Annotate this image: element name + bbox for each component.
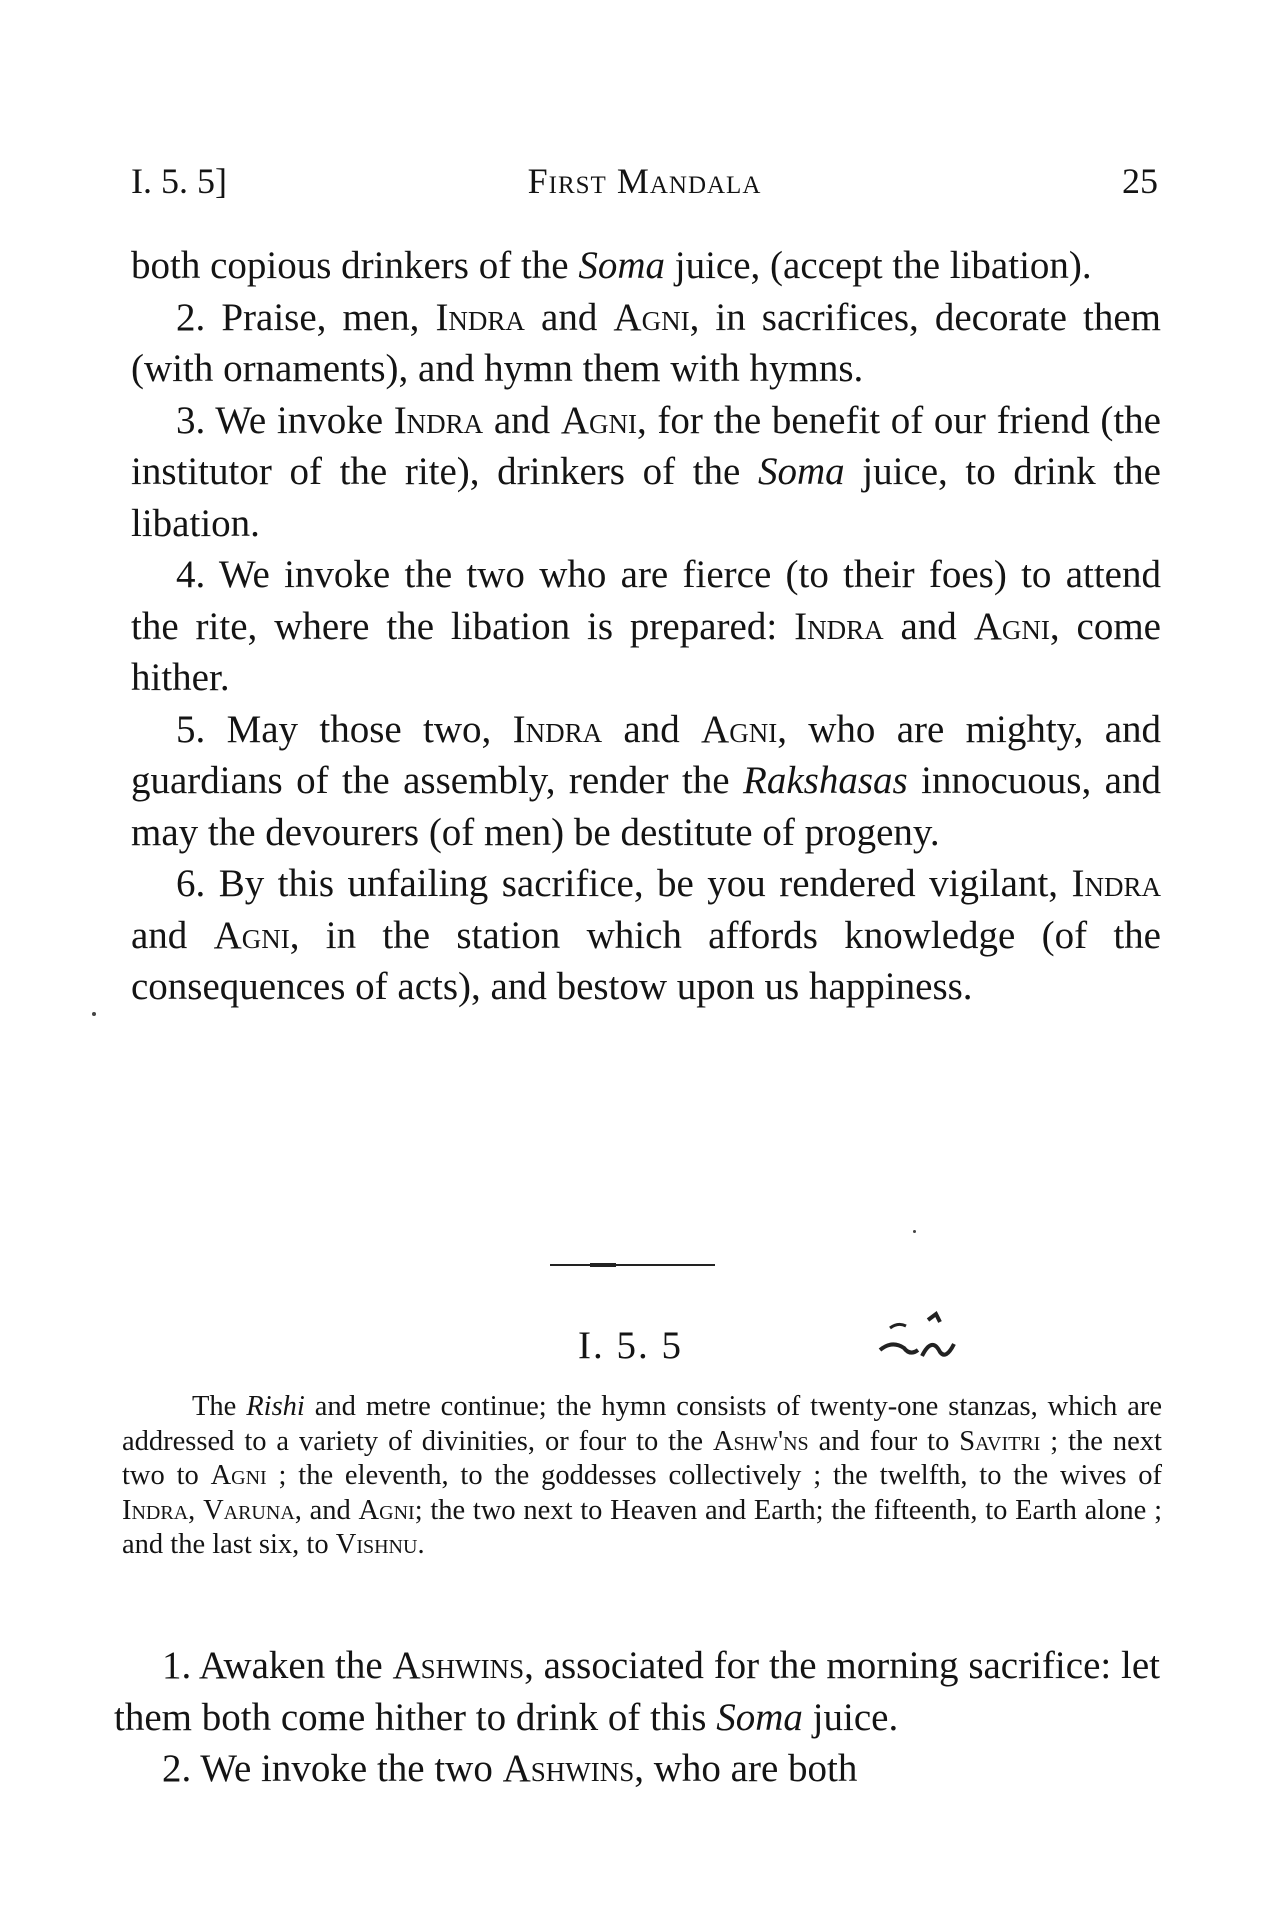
introduction-paragraph (122, 1390, 1162, 1563)
deity-name: Agni (701, 707, 778, 751)
text-run: both copious drinkers of the (131, 244, 579, 287)
text-run: , in sacrifices, decorate them (with ornaments), and hymn them with hymns. (131, 295, 1161, 390)
deity-name: Agni (213, 913, 290, 957)
deity-name: Indra (794, 604, 884, 648)
deity-name: Vishnu (335, 1529, 418, 1560)
text-run: and four to (808, 1425, 960, 1457)
hymn-introduction (122, 1390, 1162, 1563)
text-run: 6. By this unfailing sacrifice, be you rendered vigilant, (176, 862, 1072, 905)
text-run: juice, to drink the libation. (131, 450, 1161, 545)
deity-name: Ashwins (502, 1747, 635, 1790)
deity-name: Ashw'ns (712, 1425, 809, 1457)
text-run: , associated for the morning sacrifice: let them both come hither to drink of this (114, 1644, 1160, 1739)
deity-name: Indra (393, 398, 484, 442)
text-run: 2. We invoke the two (162, 1747, 503, 1790)
page-number: 25 (1122, 161, 1158, 201)
text-run: and metre continue; the hymn consists of twenty-one stanzas, which are addressed to a variety of divinities, or four to the (122, 1391, 1163, 1457)
verse-3 (131, 395, 1161, 550)
main-text (131, 240, 1161, 1013)
verse-4 (131, 549, 1161, 704)
text-run: and (524, 295, 614, 339)
running-header (131, 160, 1158, 210)
text-run: , in the station which affords knowledge (of the consequences of acts), and bestow upon us happiness. (131, 913, 1161, 1008)
print-speck (913, 1230, 916, 1233)
verse-2 (131, 292, 1161, 395)
text-run: , come hither. (131, 604, 1161, 699)
text-run: The (192, 1391, 247, 1422)
running-title: First Mandala (527, 161, 762, 201)
deity-name: Savitri (959, 1425, 1041, 1457)
verse-6 (131, 858, 1161, 1013)
deity-name: Agni (210, 1460, 267, 1491)
text-run: , (188, 1494, 204, 1526)
text-run: . (417, 1529, 425, 1560)
text-run: 4. We invoke the two who are fierce (to their foes) to attend the rite, where the libation is prepared: (131, 553, 1161, 648)
deity-name: Indra (1071, 862, 1161, 905)
text-run: 1. Awaken the (162, 1644, 393, 1687)
print-speck (92, 1012, 96, 1016)
text-run: , who are both (634, 1747, 858, 1790)
text-run: 3. We invoke (176, 398, 394, 442)
deity-name: Agni (613, 295, 690, 339)
hymn-text (114, 1640, 1160, 1795)
italic-term: Rishi (246, 1391, 305, 1422)
hymn-verse-1 (114, 1640, 1160, 1743)
italic-term: Soma (757, 450, 845, 493)
text-run: ; the next two to (122, 1425, 1162, 1491)
verse-5 (131, 704, 1161, 859)
deity-name: Indra (435, 295, 525, 339)
deity-name: Agni (358, 1494, 415, 1526)
italic-term: Rakshasas (743, 759, 908, 802)
text-run: 2. Praise, men, (176, 295, 436, 339)
text-run: ; the eleventh, to the goddesses collectively ; the twelfth, to the wives of (266, 1460, 1162, 1491)
section-reference: I. 5. 5] (131, 161, 227, 201)
text-run: 5. May those two, (176, 707, 513, 751)
deity-name: Indra (122, 1494, 189, 1526)
italic-term: Soma (716, 1695, 803, 1739)
hymn-verse-2 (114, 1743, 1160, 1795)
continuation-paragraph (131, 240, 1161, 292)
text-run: , and (294, 1494, 359, 1526)
text-run: ; the two next to Heaven and Earth; the fifteenth, to Earth alone ; and the last six, to (122, 1494, 1163, 1560)
hymn-heading: I. 5. 5 (578, 1324, 683, 1367)
text-run: , who are mighty, and guardians of the assembly, render the (131, 707, 1162, 802)
handwritten-marks (870, 1300, 1020, 1370)
text-run: and (131, 913, 214, 957)
deity-name: Agni (560, 398, 637, 442)
deity-name: Agni (973, 604, 1050, 648)
text-run: and (883, 604, 974, 648)
text-run: and (483, 398, 561, 442)
text-run: juice. (802, 1695, 899, 1739)
text-run: and (602, 707, 702, 751)
text-run: juice, (accept the libation). (665, 244, 1092, 287)
section-divider (550, 1264, 715, 1266)
text-run: innocuous, and may the devourers (of men) be destitute of progeny. (131, 759, 1161, 854)
text-run: , for the benefit of our friend (the institutor of the rite), drinkers of the (131, 398, 1161, 493)
deity-name: Indra (512, 707, 603, 751)
deity-name: Ashwins (392, 1644, 525, 1687)
deity-name: Varuna (203, 1494, 295, 1526)
italic-term: Soma (578, 244, 666, 287)
